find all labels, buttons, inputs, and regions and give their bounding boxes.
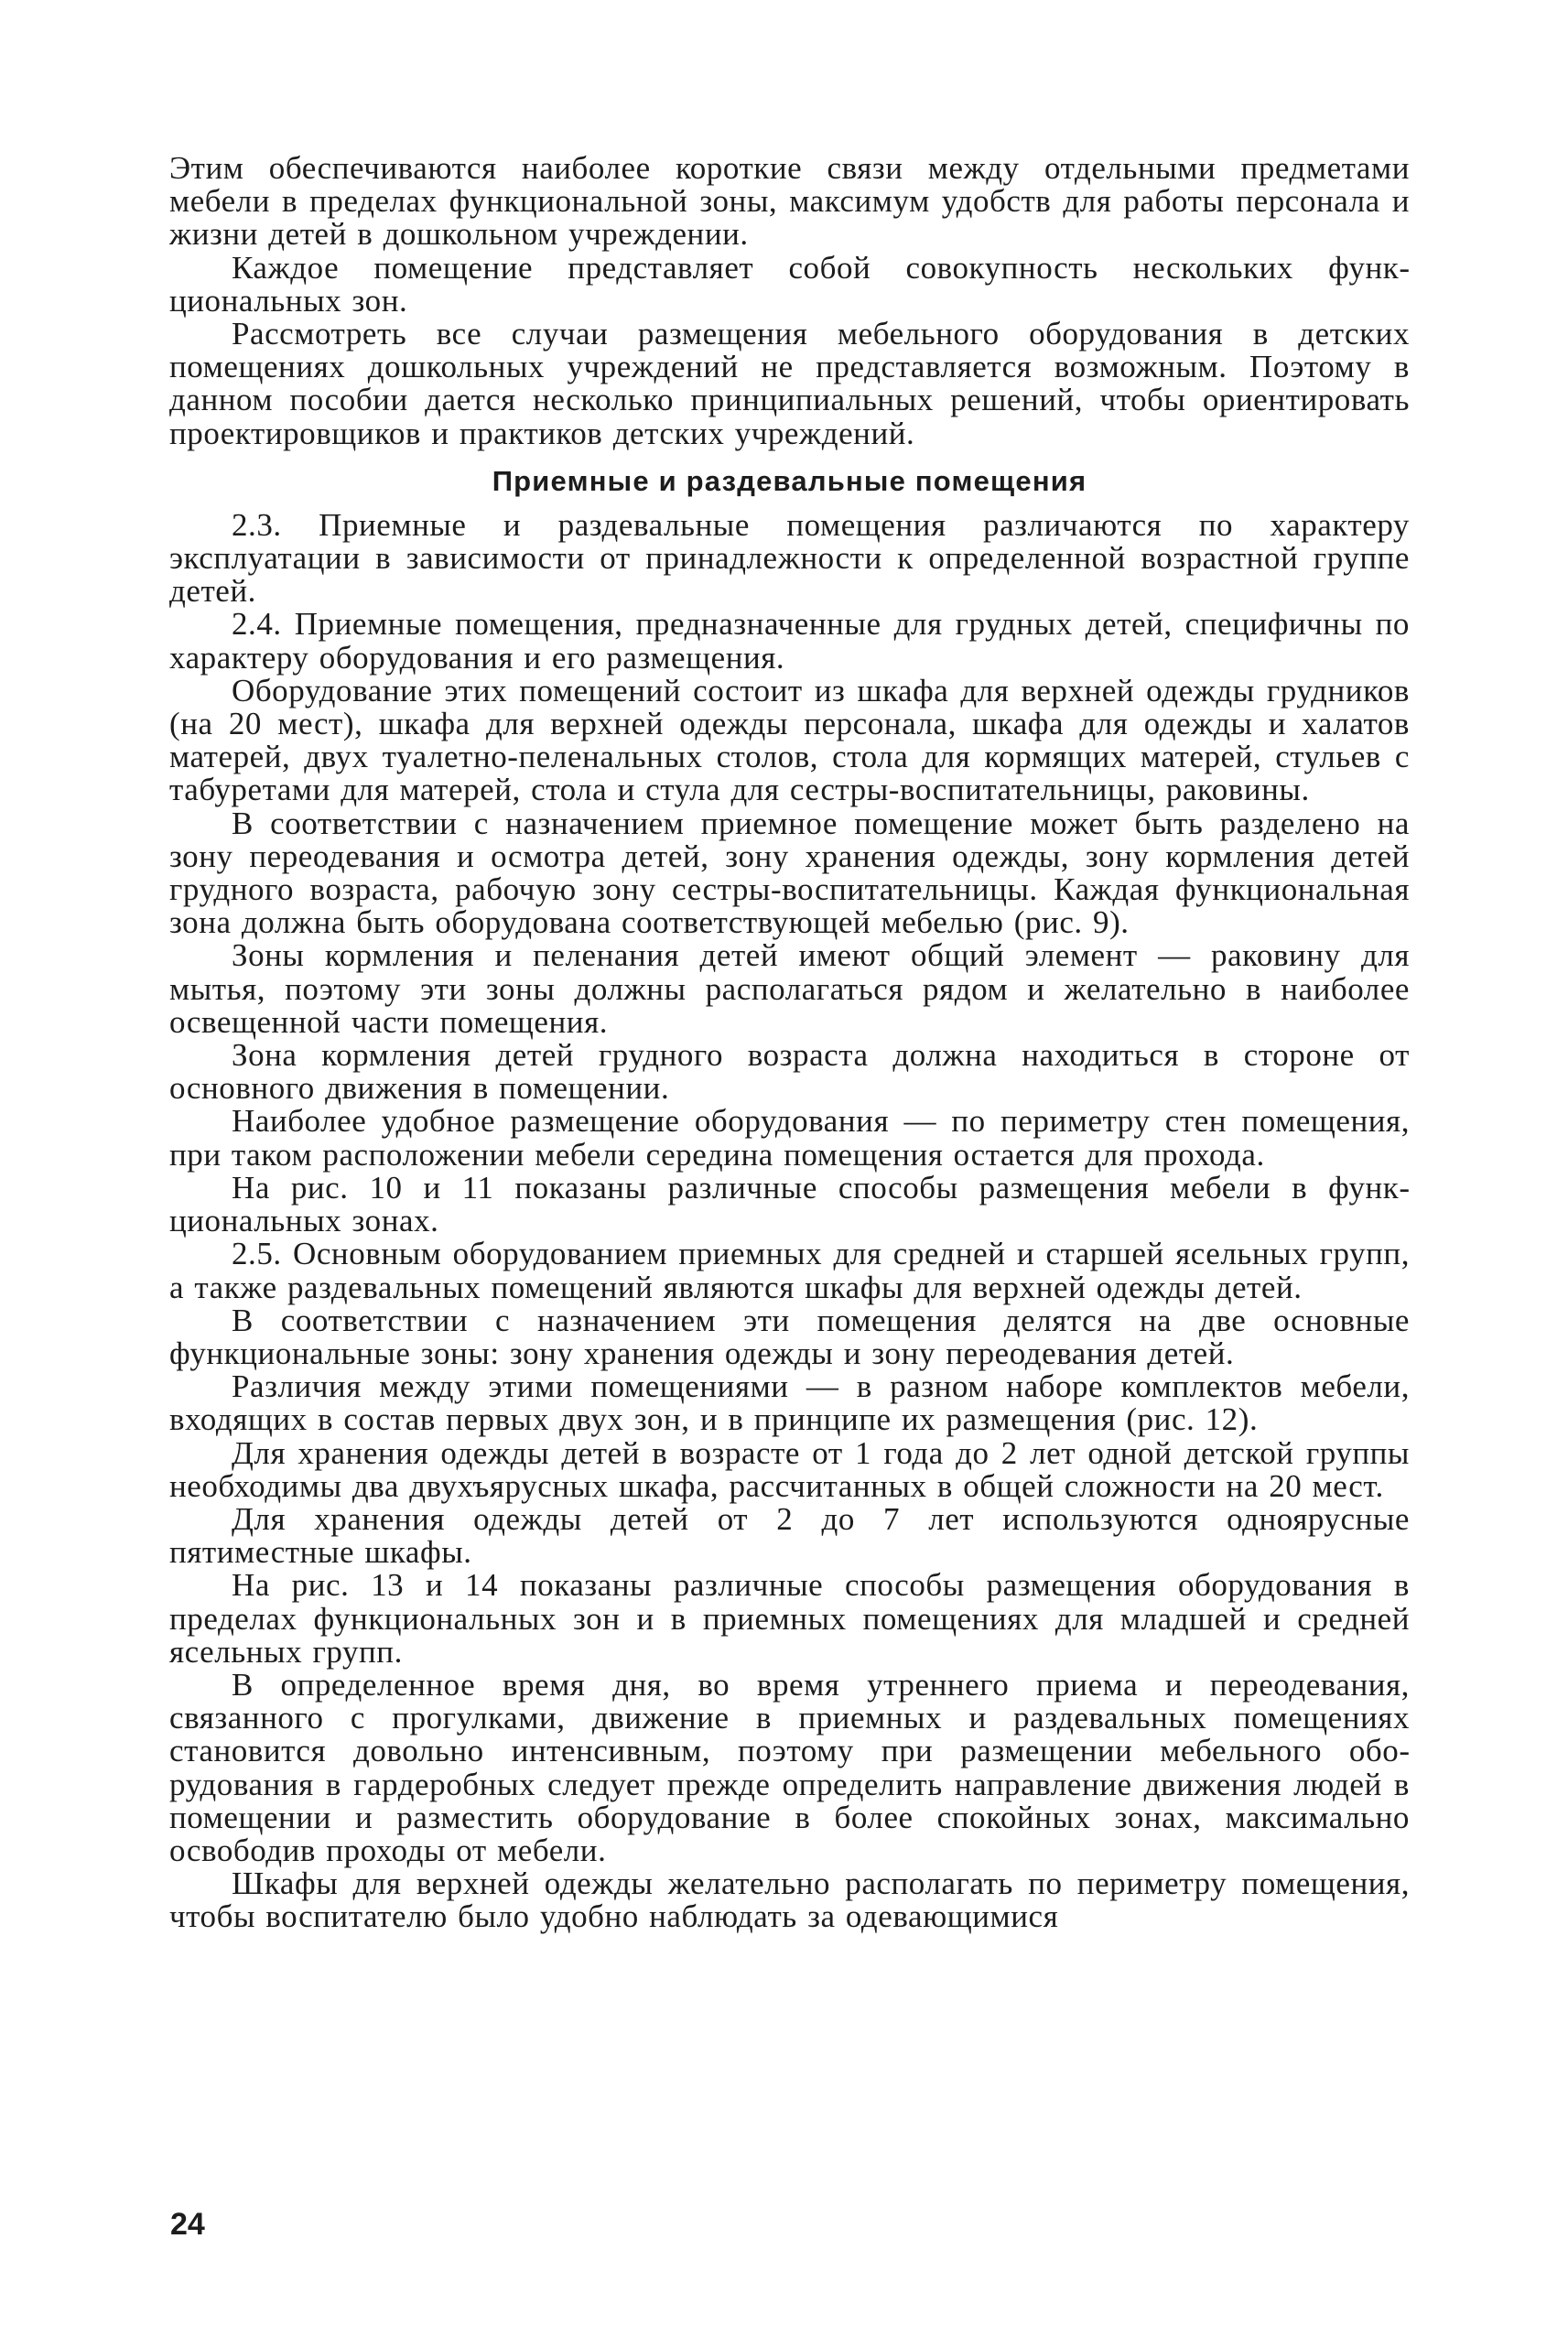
paragraph-two-zones: В соответствии с назначением эти помещения делятся на две основные функциональные зоны: зону хранения одежды и зону переодевания детей. [169,1302,1410,1371]
paragraph-single-tier-cabinets: Для хранения одежды детей от 2 до 7 лет используются одноярусные пятиместные шкафы. [169,1500,1410,1571]
paragraph-equipment-list: Оборудование этих помещений состоит из шкафа для верхней одежды грудников (на 20 мест), шкафа для верхней одежды персонала, шкафа для одежды и халатов матерей, двух туалетно-пеленальных столов, стола для кормящих матерей, стульев с табуретами для матерей, стола и стула для сестры-воспитательницы, раковины. [169,672,1410,808]
paragraph-2-5: 2.5. Основным оборудованием приемных для средней и старшей ясельных групп, а также раздевальных помещений являются шкафы для верхней одежды детей. [169,1236,1410,1305]
paragraph-2-4: 2.4. Приемные помещения, предназначенные для грудных детей, специфичны по характеру оборудования и его размещения. [169,606,1410,676]
paragraph-fig-13-14: На рис. 13 и 14 показаны различные способы размещения оборудования в пределах функциональных зон и в приемных помещениях для младшей и средней ясельных групп. [169,1567,1410,1670]
page-number: 24 [170,2207,205,2242]
paragraph-zones-division: В соответствии с назначением приемное помещение может быть разделено на зону переодевания и осмотра детей, зону хранения одежды, зону кормления детей грудного возраста, рабочую зону сестры-воспитательницы. Каждая функциональная зона должна быть оборудована соответствующей мебелью (рис. 9). [169,805,1410,941]
paragraph-feeding-swaddling: Зоны кормления и пеленания детей имеют общий элемент — раковину для мытья, поэтому эти зоны должны располагаться рядом и желательно в наиболее освещенной части помещения. [169,937,1410,1040]
paragraph-movement: В определенное время дня, во время утреннего приема и переодевания, связанного с прогулками, движение в приемных и раздевальных помещениях становится довольно интенсивным, поэтому при размещении мебельного оборудования в гардеробных следует прежде определить направление движения людей в помещении и разместить оборудование в более спокойных зонах, максимально освободив проходы от мебели. [169,1666,1410,1868]
paragraph-intro-2: Каждое помещение представляет собой совокупность нескольких функциональных зон. [169,249,1410,319]
section-heading: Приемные и раздевальные помещения [492,464,1087,497]
paragraph-wardrobes: Шкафы для верхней одежды желательно располагать по периметру помещения, чтобы воспитателю было удобно наблюдать за одевающимися [169,1865,1410,1935]
paragraph-intro-3: Рассмотреть все случаи размещения мебельного оборудования в детских помещениях дошкольных учреждений не представляется возможным. Поэтому в данном пособии дается несколько принципиальных решений, чтобы ориентировать проектировщиков и практиков детских учреждений. [169,316,1410,451]
page-text-block [169,152,1410,1934]
paragraph-two-tier-cabinets: Для хранения одежды детей в возрасте от 1 года до 2 лет одной детской группы необходимы два двухъярусных шкафа, рассчитанных в общей сложности на 20 мест. [169,1434,1410,1504]
paragraph-differences: Различия между этими помещениями — в разном наборе комплектов мебели, входящих в состав первых двух зон, и в принципе их размещения (рис. 12). [169,1368,1410,1438]
paragraph-feeding-zone: Зона кормления детей грудного возраста должна находиться в стороне от основного движения в помещении. [169,1037,1410,1107]
paragraph-2-3: 2.3. Приемные и раздевальные помещения различаются по характеру эксплуатации в зависимости от принадлежности к определенной возрастной группе детей. [169,506,1410,610]
paragraph-fig-10-11: На рис. 10 и 11 показаны различные способы размещения мебели в функциональных зонах. [169,1169,1410,1239]
paragraph-intro-1: Этим обеспечиваются наиболее короткие связи между отдельными предметами мебели в пределах функциональной зоны, максимум удобств для работы персонала и жизни детей в дошкольном учреждении. [169,150,1410,253]
paragraph-perimeter-placement: Наиболее удобное размещение оборудования — по периметру стен помещения, при таком расположении мебели середина помещения остается для прохода. [169,1103,1410,1173]
